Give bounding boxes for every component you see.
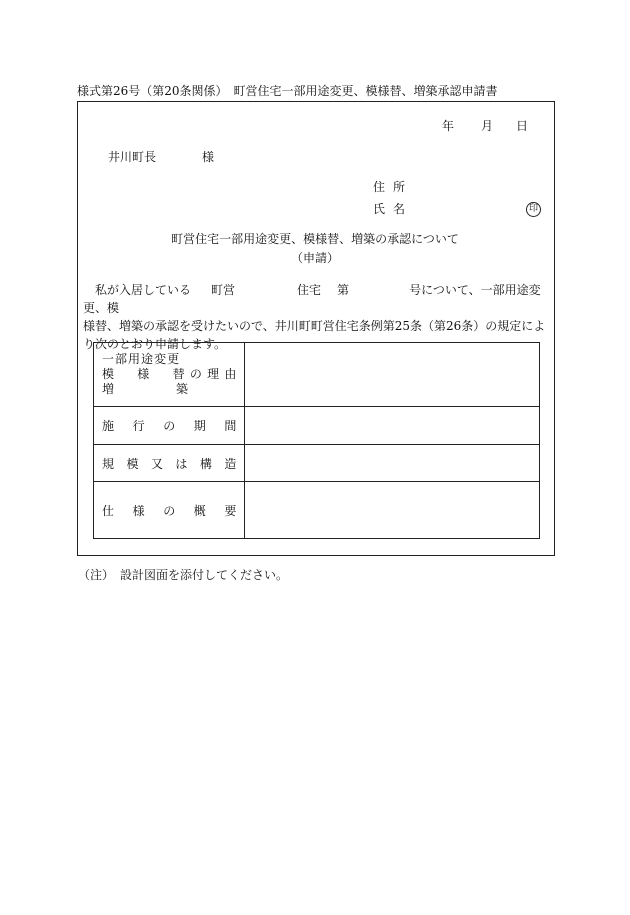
name-label: 氏名 bbox=[373, 202, 414, 216]
label-char: 施 bbox=[102, 419, 115, 433]
body-text-6: 様替、増築の承認を受けたいので、井川町町営住宅条例第25条（第26条）の規定により次のとおり申請します。 bbox=[83, 319, 546, 351]
reason-char: 増 bbox=[102, 382, 115, 396]
spec-label bbox=[94, 482, 245, 539]
label-char: 概 bbox=[193, 503, 206, 518]
label-char: 要 bbox=[224, 503, 237, 518]
label-char: 期 bbox=[193, 419, 206, 433]
label-char: 間 bbox=[224, 419, 237, 433]
addressee-name: 井川町長 bbox=[108, 150, 157, 164]
label-char: 模 bbox=[126, 456, 139, 471]
reason-label bbox=[94, 343, 245, 407]
table-row-period bbox=[94, 407, 540, 445]
label-char: 規 bbox=[102, 456, 115, 471]
subject-subtitle: （申請） bbox=[290, 251, 339, 265]
reason-char: 由 bbox=[224, 367, 237, 381]
label-char: は bbox=[175, 456, 188, 471]
subject-title: 町営住宅一部用途変更、模様替、増築の承認について bbox=[171, 232, 459, 246]
body-text-3: 住宅 bbox=[297, 283, 322, 297]
footnote: （注） 設計図面を添付してください。 bbox=[78, 568, 289, 582]
reason-value[interactable] bbox=[245, 343, 540, 407]
reason-char: 様 bbox=[137, 367, 150, 381]
form-header: 様式第26号（第20条関係） 町営住宅一部用途変更、模様替、増築承認申請書 bbox=[77, 84, 498, 98]
label-char: の bbox=[163, 503, 176, 518]
reason-char: 部 bbox=[115, 352, 128, 366]
address-label: 住所 bbox=[373, 180, 414, 194]
label-char: 行 bbox=[132, 419, 145, 433]
reason-char: 模 bbox=[102, 367, 115, 381]
date-day: 日 bbox=[516, 119, 529, 133]
spec-value[interactable] bbox=[245, 482, 540, 539]
body-text-5: 号について、一部用途変更、模 bbox=[83, 283, 541, 315]
label-char: 又 bbox=[150, 456, 163, 471]
reason-char: 一 bbox=[102, 352, 115, 366]
reason-char: 変 bbox=[154, 352, 167, 366]
scale-value[interactable] bbox=[245, 445, 540, 482]
reason-char: 築 bbox=[176, 382, 189, 396]
period-label bbox=[94, 407, 245, 445]
body-text-4: 第 bbox=[337, 283, 350, 297]
scale-label bbox=[94, 445, 245, 482]
reason-char: 替 bbox=[172, 367, 185, 381]
label-char: 仕 bbox=[102, 503, 115, 518]
reason-char: の bbox=[189, 367, 202, 381]
label-char: 構 bbox=[199, 456, 212, 471]
label-char: 造 bbox=[224, 456, 237, 471]
label-char: の bbox=[163, 419, 176, 433]
body-text-1: 私が入居している bbox=[95, 283, 192, 297]
detail-table bbox=[93, 342, 540, 539]
seal-icon: 印 bbox=[526, 202, 541, 217]
table-row-scale bbox=[94, 445, 540, 482]
body-text-2: 町営 bbox=[211, 283, 236, 297]
table-row-spec bbox=[94, 482, 540, 539]
period-value[interactable] bbox=[245, 407, 540, 445]
reason-char: 用 bbox=[128, 352, 141, 366]
reason-char: 更 bbox=[167, 352, 180, 366]
addressee-honorific: 様 bbox=[202, 150, 215, 164]
reason-char: 理 bbox=[207, 367, 220, 381]
table-row-reason bbox=[94, 343, 540, 407]
label-char: 様 bbox=[132, 503, 145, 518]
date-year: 年 bbox=[442, 119, 455, 133]
reason-char: 途 bbox=[141, 352, 154, 366]
date-month: 月 bbox=[481, 119, 494, 133]
